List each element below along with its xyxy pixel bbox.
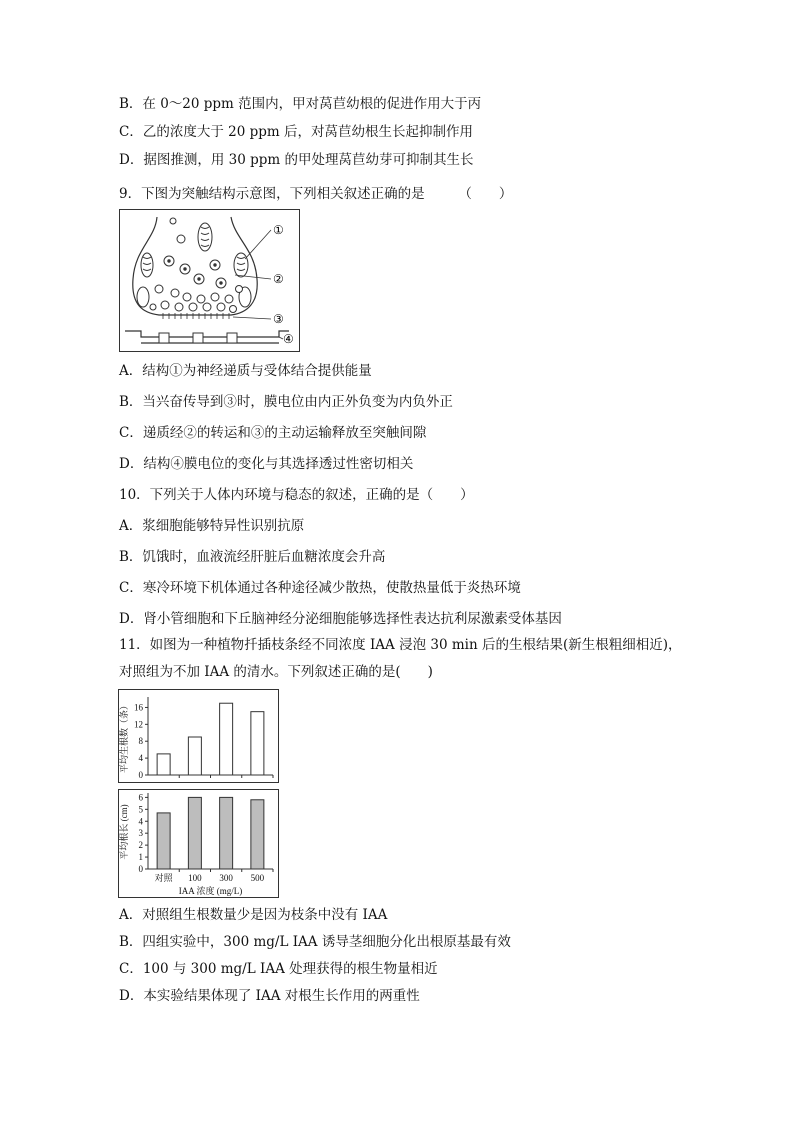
label-1: ① <box>273 223 284 237</box>
q10-option-c: C．寒冷环境下机体通过各种途径减少散热，使散热量低于炎热环境 <box>119 580 521 596</box>
q11-stem-line2: 对照组为不加 IAA 的清水。下列叙述正确的是( ) <box>119 664 433 680</box>
bar-100 <box>188 737 201 775</box>
q8-option-b: B．在 0～20 ppm 范围内，甲对莴苣幼根的促进作用大于丙 <box>119 96 482 112</box>
bar-500 <box>251 712 264 775</box>
q9-option-d: D．结构④膜电位的变化与其选择透过性密切相关 <box>119 456 414 472</box>
q10-option-d: D．肾小管细胞和下丘脑神经分泌细胞能够选择性表达抗利尿激素受体基因 <box>119 611 562 627</box>
q10-stem: 10．下列关于人体内环境与稳态的叙述，正确的是（ ） <box>119 487 474 503</box>
q9-option-b: B．当兴奋传导到③时，膜电位由内正外负变为内负外正 <box>119 394 453 410</box>
label-2: ② <box>273 272 284 286</box>
y-tick-label: 12 <box>134 719 143 730</box>
y-axis-label: 平均生根数（条） <box>119 700 129 774</box>
y-tick-label: 2 <box>138 840 143 851</box>
y-tick-label: 6 <box>138 792 143 803</box>
q11-option-d: D．本实验结果体现了 IAA 对根生长作用的两重性 <box>119 988 420 1004</box>
label-3: ③ <box>273 312 284 326</box>
bar-对照 <box>157 813 170 869</box>
q11-stem-line1: 11．如图为一种植物扦插枝条经不同浓度 IAA 浸泡 30 min 后的生根结果(新生根粗细相近)， <box>119 637 682 653</box>
bar-100 <box>188 797 201 869</box>
y-tick-label: 5 <box>138 804 143 815</box>
q11-option-c: C．100 与 300 mg/L IAA 处理获得的根生物量相近 <box>119 961 438 977</box>
q9-option-c: C．递质经②的转运和③的主动运输释放至突触间隙 <box>119 425 427 441</box>
bar-500 <box>251 800 264 869</box>
y-tick-label: 16 <box>134 702 143 713</box>
bar-300 <box>220 703 233 775</box>
q8-option-d: D．据图推测，用 30 ppm 的甲处理莴苣幼芽可抑制其生长 <box>119 152 474 168</box>
x-tick-label: 对照 <box>154 873 173 883</box>
y-tick-label: 1 <box>138 852 143 863</box>
q11-option-b: B．四组实验中，300 mg/L IAA 诱导茎细胞分化出根原基最有效 <box>119 934 511 950</box>
bar-300 <box>220 797 233 869</box>
y-tick-label: 4 <box>138 753 143 764</box>
y-tick-label: 8 <box>138 736 143 747</box>
q11-option-a: A．对照组生根数量少是因为枝条中没有 IAA <box>119 907 388 923</box>
x-tick-label: 500 <box>250 873 265 883</box>
q9-option-a: A．结构①为神经递质与受体结合提供能量 <box>119 363 372 379</box>
bar-对照 <box>157 754 170 775</box>
y-axis-label: 平均根长 (cm) <box>119 804 129 860</box>
y-tick-label: 0 <box>138 770 143 780</box>
chart-root-count <box>118 689 279 783</box>
chart-root-length <box>118 789 279 898</box>
label-4: ④ <box>283 332 294 346</box>
x-tick-label: 300 <box>219 873 233 883</box>
x-axis-label: IAA 浓度 (mg/L) <box>178 886 243 896</box>
y-tick-label: 3 <box>138 828 143 839</box>
synapse-diagram <box>119 209 300 352</box>
q9-stem: 9．下图为突触结构示意图，下列相关叙述正确的是 （ ） <box>119 186 513 202</box>
q10-option-a: A．浆细胞能够特异性识别抗原 <box>119 518 305 534</box>
q10-option-b: B．饥饿时，血液流经肝脏后血糖浓度会升高 <box>119 549 386 565</box>
y-tick-label: 0 <box>138 864 143 874</box>
y-tick-label: 4 <box>138 816 143 827</box>
q8-option-c: C．乙的浓度大于 20 ppm 后，对莴苣幼根生长起抑制作用 <box>119 124 473 140</box>
x-tick-label: 100 <box>188 873 202 883</box>
